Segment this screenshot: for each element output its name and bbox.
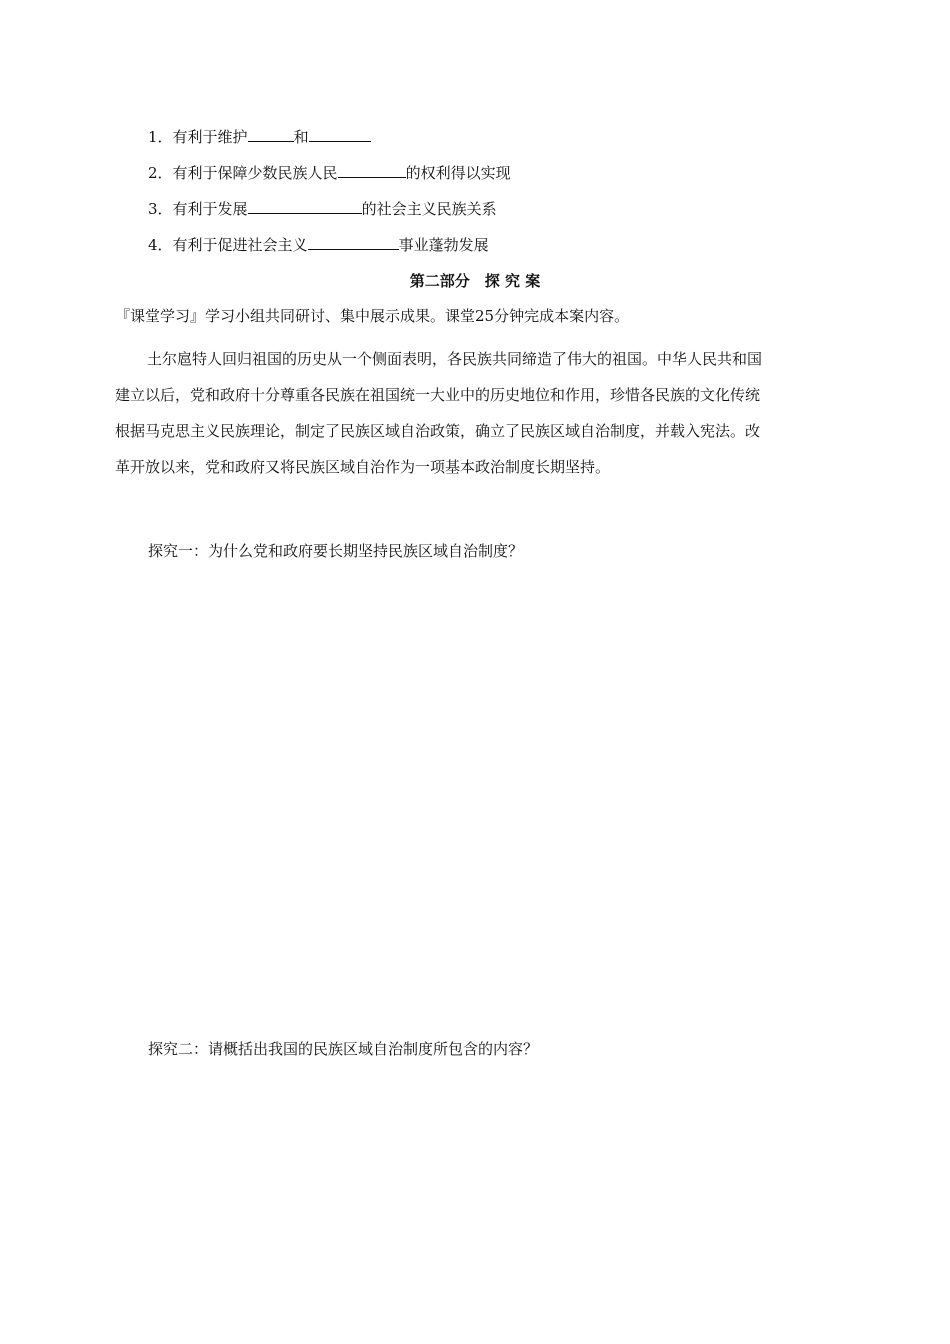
item-text: 有利于促进社会主义 bbox=[172, 236, 308, 254]
item-text: 有利于保障少数民族人民 bbox=[172, 164, 338, 182]
list-item bbox=[148, 127, 371, 147]
fill-blank[interactable] bbox=[309, 127, 371, 142]
inquiry-question: 探究二：请概括出我国的民族区域自治制度所包含的内容？ bbox=[148, 1040, 539, 1058]
item-text: 有利于发展 bbox=[172, 200, 248, 218]
classroom-note: 『课堂学习』学习小组共同研讨、集中展示成果。课堂25分钟完成本案内容。 bbox=[115, 307, 630, 325]
inquiry-question: 探究一：为什么党和政府要长期坚持民族区域自治制度？ bbox=[148, 542, 524, 560]
fill-blank[interactable] bbox=[248, 199, 362, 214]
list-item bbox=[148, 199, 497, 219]
body-paragraph bbox=[115, 341, 839, 485]
item-text: 有利于维护 bbox=[172, 128, 248, 146]
item-number: 1． bbox=[148, 128, 173, 146]
paragraph-line: 根据马克思主义民族理论，制定了民族区域自治政策，确立了民族区域自治制度，并载入宪法。改 bbox=[115, 422, 761, 440]
item-text: 的权利得以实现 bbox=[405, 164, 511, 182]
item-text: 和 bbox=[293, 128, 309, 146]
section-title: 第二部分 探 究 案 bbox=[409, 272, 541, 290]
item-text: 事业蓬勃发展 bbox=[398, 236, 489, 254]
fill-blank[interactable] bbox=[248, 127, 294, 142]
list-item bbox=[148, 163, 511, 183]
item-text: 的社会主义民族关系 bbox=[361, 200, 497, 218]
fill-blank[interactable] bbox=[338, 163, 406, 178]
fill-blank[interactable] bbox=[308, 235, 399, 250]
item-number: 3． bbox=[148, 200, 173, 218]
paragraph-line: 土尔扈特人回归祖国的历史从一个侧面表明，各民族共同缔造了伟大的祖国。中华人民共和国 bbox=[147, 350, 763, 368]
item-number: 4． bbox=[148, 236, 173, 254]
paragraph-line: 革开放以来，党和政府又将民族区域自治作为一项基本政治制度长期坚持。 bbox=[115, 458, 611, 476]
list-item bbox=[148, 235, 489, 255]
paragraph-line: 建立以后，党和政府十分尊重各民族在祖国统一大业中的历史地位和作用，珍惜各民族的文化传统 bbox=[115, 386, 761, 404]
item-number: 2． bbox=[148, 164, 173, 182]
